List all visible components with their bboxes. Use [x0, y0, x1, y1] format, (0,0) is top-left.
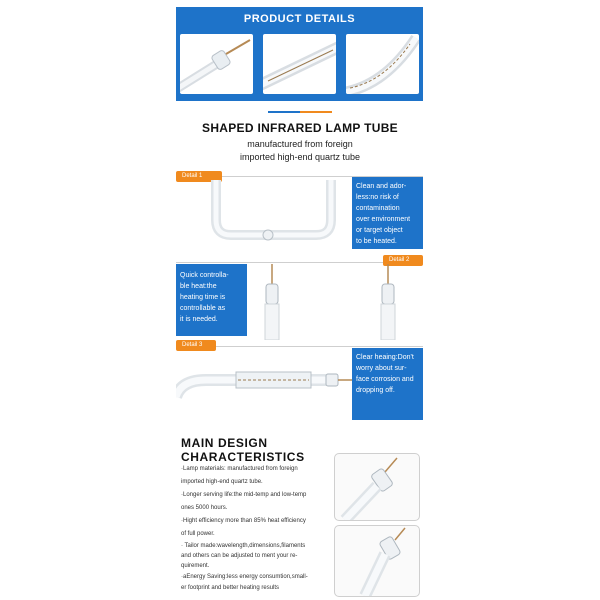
- main-design-title-line1: MAIN DESIGN: [181, 436, 268, 450]
- feature-line: of full power.: [181, 531, 215, 537]
- detail-3-line: worry about sur-: [356, 365, 407, 372]
- thumbnail-tube-filament: [263, 34, 336, 94]
- detail-2-line: controllable as: [180, 305, 226, 312]
- detail-1-line: contamination: [356, 205, 400, 212]
- detail-3-line: Clear heaing:Don't: [356, 354, 414, 361]
- detail-2-description: [176, 264, 247, 336]
- detail-1-line: less:no risk of: [356, 194, 399, 201]
- detail-1-tag: Detail 1: [176, 171, 222, 182]
- detail-3-line: dropping off.: [356, 387, 395, 394]
- detail-3-tag: Detail 3: [176, 340, 216, 351]
- feature-line: · Tailor made:wavelength,dimensions,filaments: [181, 543, 306, 549]
- detail-1-description: [352, 177, 423, 249]
- main-design-title: [181, 436, 331, 464]
- banner-title: PRODUCT DETAILS: [243, 13, 356, 25]
- accent-line-orange: [300, 111, 332, 113]
- detail-1-line: to be heated.: [356, 238, 397, 245]
- detail-1-line: or target object: [356, 227, 403, 234]
- detail-3-line: face corrosion and: [356, 376, 414, 383]
- feature-line: and others can be adjusted to ment your re-: [181, 553, 298, 559]
- detail-2-tag: Detail 2: [383, 255, 423, 266]
- detail-1-line: Clean and ador-: [356, 183, 407, 190]
- detail-2-line: ble heat:the: [180, 283, 217, 290]
- feature-line: imported high-end quartz tube.: [181, 479, 263, 485]
- detail-1-image-u-tube: [176, 180, 352, 260]
- thumbnail-tube-curve: [346, 34, 419, 94]
- feature-line: er footprint and better heating results: [181, 585, 280, 591]
- feature-line: ·Hight efficiency more than 85% heat efficiency: [181, 518, 306, 524]
- detail-2-line: Quick controlla-: [180, 272, 229, 279]
- feature-line: ones 5000 hours.: [181, 505, 228, 511]
- section-subtitle-line2: imported high-end quartz tube: [239, 152, 361, 162]
- main-design-title-line2: CHARACTERISTICS: [181, 450, 305, 464]
- section-title: SHAPED INFRARED LAMP TUBE: [202, 121, 398, 135]
- feature-line: quirement.: [181, 563, 210, 569]
- feature-line: ·aEnergy Saving:less energy consumtion,small-: [181, 574, 308, 580]
- accent-line-blue: [268, 111, 300, 113]
- thumbnail-tube-end: [180, 34, 253, 94]
- detail-2-line: heating time is: [180, 294, 226, 301]
- feature-line: ·Longer serving life:the mid-temp and low-temp: [181, 492, 307, 498]
- detail-3-description: [352, 348, 423, 420]
- product-details-banner: [176, 7, 423, 101]
- detail-1-line: over environment: [356, 216, 411, 223]
- feature-line: ·Lamp materials: manufactured from foreign: [181, 466, 298, 472]
- detail-2-line: it is needed.: [180, 316, 218, 323]
- detail-3-image-bent-tube: [176, 352, 352, 412]
- section-subtitle-line1: manufactured from foreign: [247, 139, 353, 149]
- product-photo-tube-end: [334, 525, 420, 597]
- detail-2-image-tube-ends: [250, 264, 423, 340]
- product-photo-tube-connector: [334, 453, 420, 521]
